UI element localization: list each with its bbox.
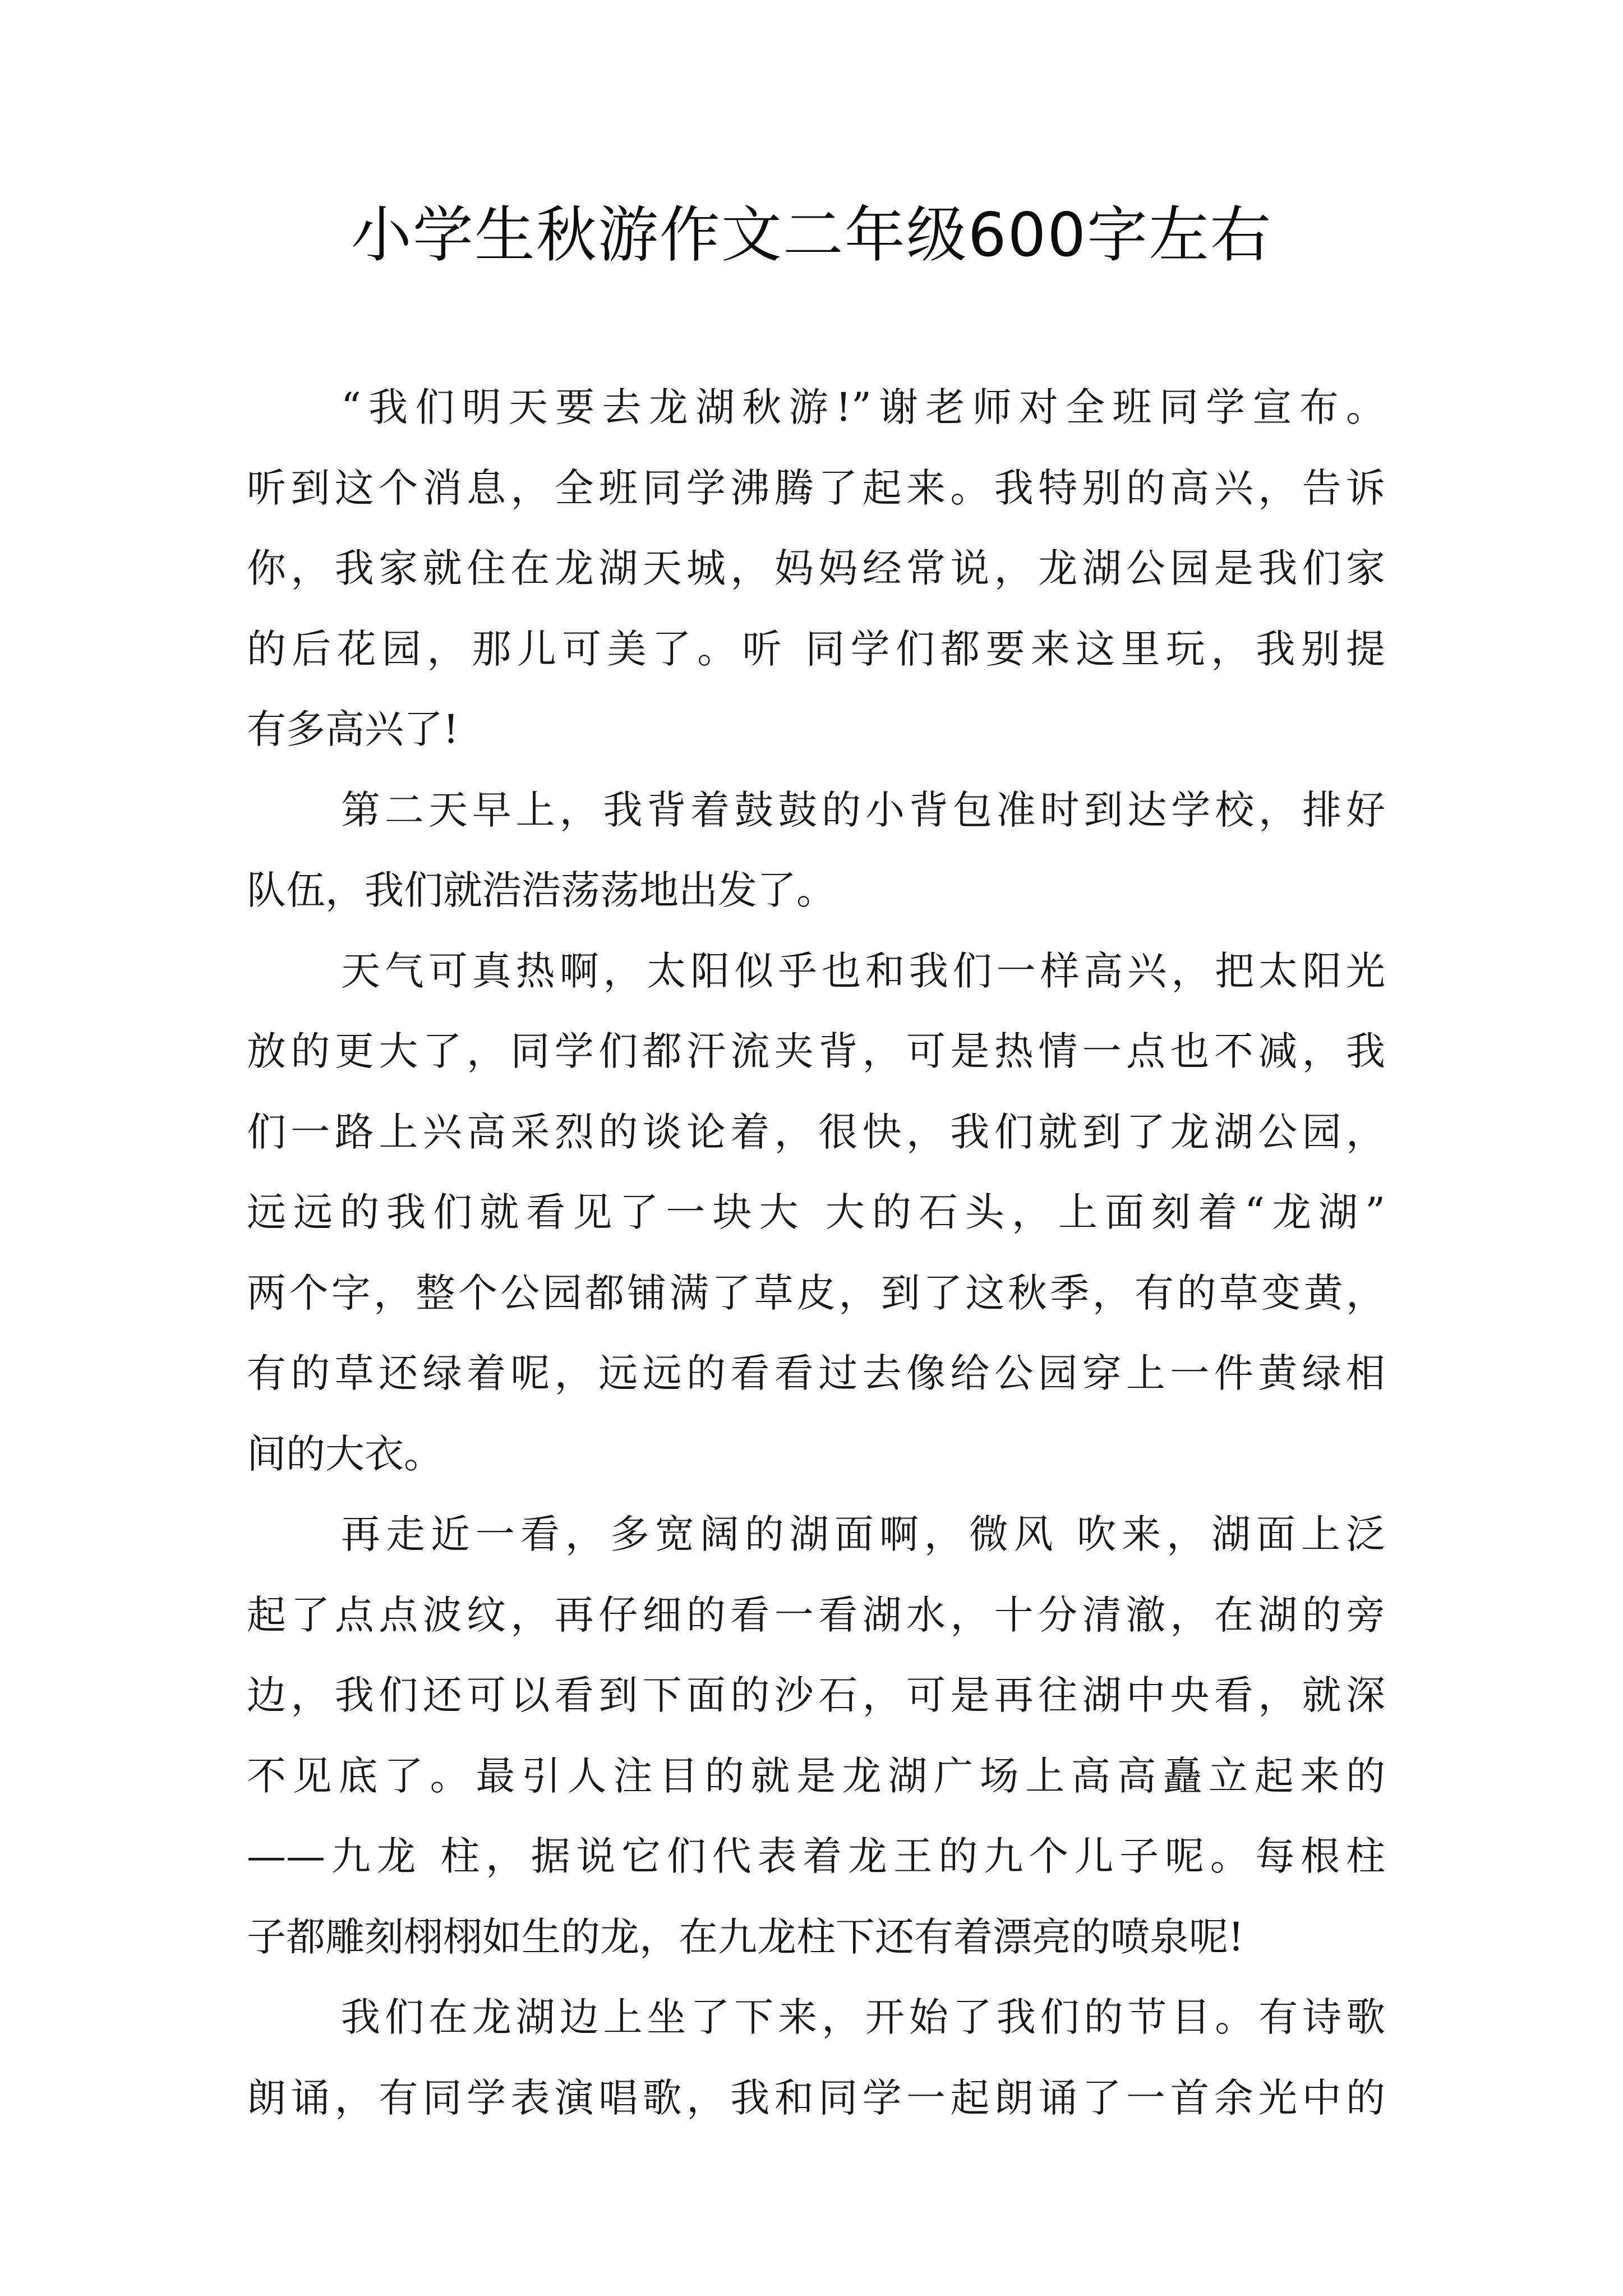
paragraph-1-line-2: 听到这个消息，全班同学沸腾了起来。我特别的高兴，告诉 xyxy=(247,464,1385,511)
paragraph-3-line-5: 两个字，整个公园都铺满了草皮，到了这秋季，有的草变黄， xyxy=(247,1269,1385,1316)
paragraph-5-line-1: 我们在龙湖边上坐了下来，开始了我们的节目。有诗歌 xyxy=(341,1994,1385,2040)
paragraph-5-line-2: 朗诵，有同学表演唱歌，我和同学一起朗诵了一首余光中的 xyxy=(247,2074,1385,2121)
paragraph-2-line-2: 队伍，我们就浩浩荡荡地出发了。 xyxy=(247,867,836,913)
paragraph-4-line-6: 子都雕刻栩栩如生的龙，在九龙柱下还有着漂亮的喷泉呢! xyxy=(247,1913,1244,1960)
document-title: 小学生秋游作文二年级600字左右 xyxy=(351,200,1272,270)
paragraph-1-line-1: “我们明天要去龙湖秋游!”谢老师对全班同学宣布。 xyxy=(341,384,1385,430)
paragraph-3-line-6: 有的草还绿着呢，远远的看看过去像给公园穿上一件黄绿相 xyxy=(247,1350,1385,1396)
paragraph-3-line-7: 间的大衣。 xyxy=(247,1430,443,1477)
paragraph-3-line-2: 放的更大了，同学们都汗流夹背，可是热情一点也不减，我 xyxy=(247,1028,1385,1074)
paragraph-1-line-5: 有多高兴了! xyxy=(247,706,459,752)
document-body xyxy=(247,367,1385,2138)
paragraph-3-line-3: 们一路上兴高采烈的谈论着，很快，我们就到了龙湖公园， xyxy=(247,1108,1385,1155)
paragraph-4-line-3: 边，我们还可以看到下面的沙石，可是再往湖中央看，就深 xyxy=(247,1672,1385,1718)
paragraph-2-line-1: 第二天早上，我背着鼓鼓的小背包准时到达学校，排好 xyxy=(341,786,1385,833)
paragraph-3-line-1: 天气可真热啊，太阳似乎也和我们一样高兴，把太阳光 xyxy=(341,947,1385,994)
paragraph-1-line-3: 你，我家就住在龙湖天城，妈妈经常说，龙湖公园是我们家 xyxy=(247,545,1385,591)
paragraph-3-line-4: 远远的我们就看见了一块大 大的石头，上面刻着“龙湖” xyxy=(247,1189,1385,1235)
paragraph-1-line-4: 的后花园，那儿可美了。听 同学们都要来这里玩，我别提 xyxy=(247,625,1385,672)
paragraph-4-line-4: 不见底了。最引人注目的就是龙湖广场上高高矗立起来的 xyxy=(247,1752,1385,1799)
paragraph-4-line-5: ——九龙 柱，据说它们代表着龙王的九个儿子呢。每根柱 xyxy=(247,1833,1385,1879)
paragraph-4-line-1: 再走近一看，多宽阔的湖面啊，微风 吹来，湖面上泛 xyxy=(341,1511,1385,1557)
paragraph-4-line-2: 起了点点波纹，再仔细的看一看湖水，十分清澈，在湖的旁 xyxy=(247,1591,1385,1638)
